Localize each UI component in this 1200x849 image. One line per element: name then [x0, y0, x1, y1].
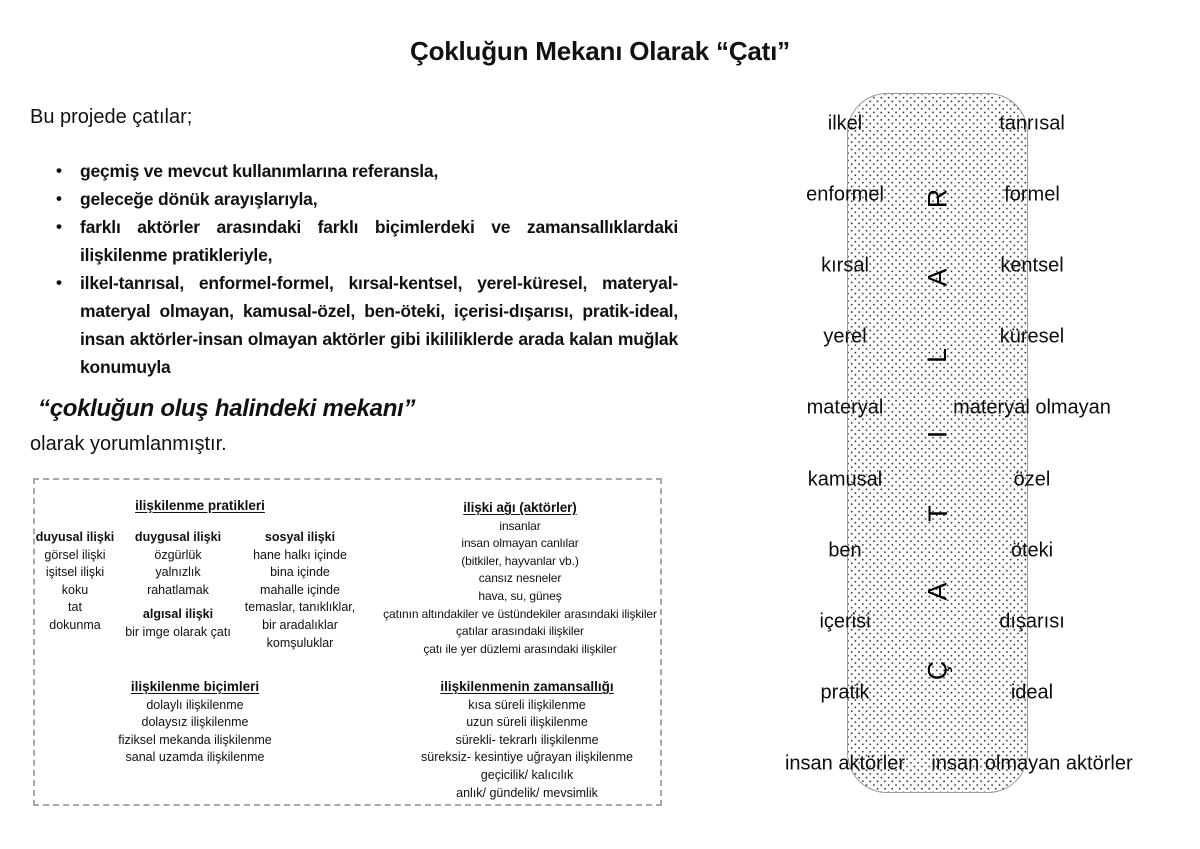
- pair-right-label: kentsel: [1000, 254, 1064, 277]
- pair-left-label: ben: [828, 539, 862, 562]
- list-item: fiziksel mekanda ilişkilenme: [118, 732, 272, 747]
- list-item: bir imge olarak çatı: [125, 624, 231, 639]
- list-item: temaslar, tanıklıklar,: [244, 600, 356, 615]
- list-item: mahalle içinde: [260, 582, 340, 597]
- pair-row: [720, 586, 1200, 657]
- list-item: koku: [61, 582, 89, 597]
- vertical-letter-glyph: I: [922, 430, 953, 439]
- list-item: çatı ile yer düzlemi arasındaki ilişkiler: [423, 641, 617, 656]
- heading-iliski-agi: ilişki ağı (aktörler): [463, 500, 577, 515]
- list-item: çatının altındakiler ve üstündekiler arasındaki ilişkiler: [383, 606, 657, 621]
- pair-right-label: tanrısal: [999, 112, 1065, 135]
- pair-right-label: dışarısı: [999, 610, 1065, 633]
- heading-iliskilenme-bicimleri: ilişkilenme biçimleri: [130, 679, 260, 694]
- pair-row: [720, 373, 1200, 444]
- pair-left-label: ilkel: [827, 112, 863, 135]
- pair-row: [720, 658, 1200, 729]
- pair-left-label: yerel: [823, 325, 867, 348]
- taxonomy-box: [33, 478, 662, 806]
- list-item: sanal uzamda ilişkilenme: [125, 750, 265, 765]
- column-header-sosyal: sosyal ilişki: [264, 530, 336, 544]
- pair-row: [720, 444, 1200, 515]
- pair-right-label: materyal olmayan: [953, 396, 1111, 419]
- column-duygusal-iliski: [125, 529, 231, 642]
- temporality-items: [421, 697, 633, 803]
- list-item: süreksiz- kesintiye uğrayan ilişkilenme: [421, 750, 633, 765]
- bullet-item: • geleceğe dönük arayışlarıyla,: [80, 185, 678, 213]
- list-item: hava, su, güneş: [478, 588, 562, 603]
- duality-pairs: [720, 88, 1200, 800]
- duyusal-items: [36, 547, 115, 635]
- pair-row: [720, 302, 1200, 373]
- vertical-letter-glyph: A: [922, 582, 953, 601]
- list-item: bina içinde: [270, 565, 330, 580]
- network-items: [383, 518, 657, 659]
- column-duyusal-iliski: [36, 529, 115, 635]
- list-item: geçicilik/ kalıcılık: [480, 767, 574, 782]
- list-item: uzun süreli ilişkilenme: [466, 715, 588, 730]
- vertical-letter-glyph: Ç: [922, 660, 953, 681]
- pair-row: [720, 159, 1200, 230]
- catilar-diagram: [720, 0, 1200, 849]
- bullet-item: • geçmiş ve mevcut kullanımlarına referansla,: [80, 157, 678, 185]
- column-header-duyusal: duyusal ilişki: [35, 530, 115, 544]
- list-item: dokunma: [49, 617, 101, 632]
- pair-left-label: kamusal: [807, 468, 883, 491]
- pair-right-label: öteki: [1010, 539, 1054, 562]
- column-header-algisal: algısal ilişki: [142, 607, 214, 622]
- section-iliskilenme-bicimleri: [118, 678, 272, 767]
- pair-left-label: insan aktörler: [784, 752, 906, 775]
- pair-left-label: içerisi: [819, 610, 871, 633]
- list-item: görsel ilişki: [44, 547, 106, 562]
- list-item: dolaylı ilişkilenme: [146, 697, 244, 712]
- sosyal-items: [245, 547, 355, 653]
- page-title: Çokluğun Mekanı Olarak “Çatı”: [410, 36, 790, 66]
- intro-text-block: [30, 104, 678, 457]
- list-item: (bitkiler, hayvanlar vb.): [461, 553, 579, 568]
- duygusal-items: [125, 547, 231, 600]
- pair-right-label: ideal: [1010, 681, 1054, 704]
- pair-left-label: pratik: [820, 681, 870, 704]
- list-item: anlık/ gündelik/ mevsimlik: [456, 785, 598, 800]
- forms-items: [118, 697, 272, 767]
- list-item: hane halkı içinde: [253, 547, 347, 562]
- pair-right-label: küresel: [999, 325, 1065, 348]
- algisal-items: [125, 624, 231, 642]
- column-header-duygusal: duygusal ilişki: [134, 530, 222, 544]
- list-item: sürekli- tekrarlı ilişkilenme: [455, 732, 599, 747]
- pair-row: [720, 230, 1200, 301]
- section-heading-iliskilenme-pratikleri: [135, 497, 265, 516]
- vertical-letter-glyph: T: [922, 504, 953, 522]
- list-item: özgürlük: [154, 547, 202, 562]
- pair-left-label: materyal: [806, 396, 884, 419]
- list-item: yalnızlık: [155, 565, 201, 580]
- section-iliskilenmenin-zamansalligi: [421, 678, 633, 802]
- list-item: tat: [68, 600, 82, 615]
- list-item: bir aradalıklar: [262, 617, 338, 632]
- list-item: komşuluklar: [266, 635, 334, 650]
- pair-right-label: insan olmayan aktörler: [931, 752, 1133, 775]
- section-iliski-agi: [383, 499, 657, 658]
- bullet-item: • farklı aktörler arasındaki farklı biçimlerdeki ve zamansallıklardaki ilişkilenme pratikleriyle,: [80, 213, 678, 269]
- pair-right-label: özel: [1013, 468, 1051, 491]
- list-item: cansız nesneler: [478, 571, 562, 586]
- intro-lead: Bu projede çatılar;: [30, 106, 193, 128]
- list-item: insanlar: [499, 518, 541, 533]
- quote-text: “çokluğun oluş halindeki mekanı”: [38, 395, 416, 422]
- column-sosyal-iliski: [245, 529, 355, 652]
- heading-iliskilenme-pratikleri: ilişkilenme pratikleri: [135, 498, 265, 513]
- list-item: rahatlamak: [147, 582, 209, 597]
- vertical-letter-glyph: R: [922, 188, 953, 209]
- pair-left-label: kırsal: [821, 254, 869, 277]
- list-item: dolaysız ilişkilenme: [141, 715, 249, 730]
- pair-row: [720, 515, 1200, 586]
- pair-row: [720, 88, 1200, 159]
- list-item: işitsel ilişki: [45, 565, 105, 580]
- pair-left-label: enformel: [806, 183, 884, 206]
- pair-row: [720, 729, 1200, 800]
- vertical-letter-glyph: L: [922, 348, 953, 364]
- list-item: çatılar arasındaki ilişkiler: [456, 624, 584, 639]
- quote-suffix: olarak yorumlanmıştır.: [30, 433, 227, 455]
- bullet-list: [30, 157, 678, 381]
- list-item: kısa süreli ilişkilenme: [468, 697, 586, 712]
- list-item: insan olmayan canlılar: [461, 536, 579, 551]
- heading-iliskilenmenin-zamansalligi: ilişkilenmenin zamansallığı: [440, 679, 614, 694]
- pair-right-label: formel: [1004, 183, 1060, 206]
- vertical-letter-glyph: A: [922, 268, 953, 287]
- bullet-item: • ilkel-tanrısal, enformel-formel, kırsal-kentsel, yerel-küresel, materyal-materyal olmayan, kamusal-özel, ben-öteki, içerisi-dışarısı, pratik-ideal, insan aktörler-insan olmayan aktörler gibi ikililiklerde arada kalan muğlak konumuyla: [80, 269, 678, 381]
